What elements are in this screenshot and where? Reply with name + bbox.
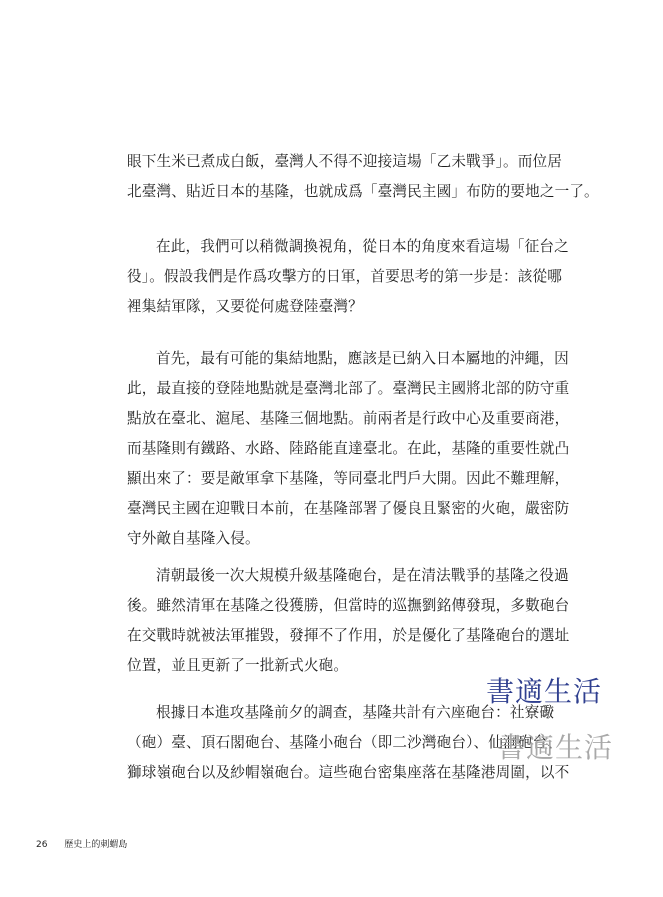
text-line: 首先，最有可能的集結地點，應該是已納入日本屬地的沖繩，因 bbox=[156, 350, 569, 367]
text-line: 點放在臺北、滬尾、基隆三個地點。前兩者是行政中心及重要商港， bbox=[127, 410, 570, 427]
watermark-primary: 書適生活 bbox=[486, 675, 603, 708]
text-line: 後。雖然清軍在基隆之役獲勝，但當時的巡撫劉銘傳發現，多數砲台 bbox=[127, 597, 570, 614]
text-line: 而基隆則有鐵路、水路、陸路能直達臺北。在此，基隆的重要性就凸 bbox=[127, 440, 570, 457]
text-line: 位置，並且更新了一批新式火砲。 bbox=[127, 657, 349, 674]
text-line: 臺灣民主國在迎戰日本前，在基隆部署了優良且緊密的火砲，嚴密防 bbox=[127, 500, 570, 517]
paragraph-3 bbox=[127, 344, 570, 554]
text-line: 在交戰時就被法軍摧毀，發揮不了作用，於是優化了基隆砲台的選址 bbox=[127, 627, 570, 644]
book-title: 歷史上的刺蝟島 bbox=[64, 840, 128, 850]
text-line: 獅球嶺砲台以及紗帽嶺砲台。這些砲台密集座落在基隆港周圍，以不 bbox=[127, 764, 570, 781]
text-line: 清朝最後一次大規模升級基隆砲台，是在清法戰爭的基隆之役過 bbox=[156, 567, 569, 584]
text-line: 此，最直接的登陸地點就是臺灣北部了。臺灣民主國將北部的防守重 bbox=[127, 380, 570, 397]
text-line: （砲）臺、頂石閣砲台、基隆小砲台（即二沙灣砲台）、仙洞砲台、 bbox=[127, 734, 563, 751]
page-number: 26 bbox=[36, 840, 48, 850]
paragraph-4 bbox=[127, 561, 570, 681]
watermark-secondary: 書適生活 bbox=[497, 731, 614, 764]
paragraph-2 bbox=[127, 232, 567, 322]
page-footer bbox=[36, 837, 127, 850]
text-line: 顯出來了：要是敵軍拿下基隆，等同臺北門戶大開。因此不難理解， bbox=[127, 470, 570, 487]
text-line: 在此，我們可以稍微調換視角，從日本的角度來看這場「征台之 bbox=[156, 238, 569, 255]
text-line: 役」。假設我們是作爲攻擊方的日軍，首要思考的第一步是：該從哪 bbox=[127, 268, 563, 285]
text-line: 根據日本進攻基隆前夕的調查，基隆共計有六座砲台：社寮礮 bbox=[156, 704, 555, 721]
text-line: 守外敵自基隆入侵。 bbox=[127, 530, 260, 547]
text-line: 北臺灣、貼近日本的基隆，也就成爲「臺灣民主國」布防的要地之一了。 bbox=[127, 183, 599, 200]
text-line: 眼下生米已煮成白飯，臺灣人不得不迎接這場「乙未戰爭」。而位居 bbox=[127, 153, 563, 170]
text-line: 裡集結軍隊，又要從何處登陸臺灣？ bbox=[127, 298, 363, 315]
paragraph-1 bbox=[127, 147, 599, 207]
